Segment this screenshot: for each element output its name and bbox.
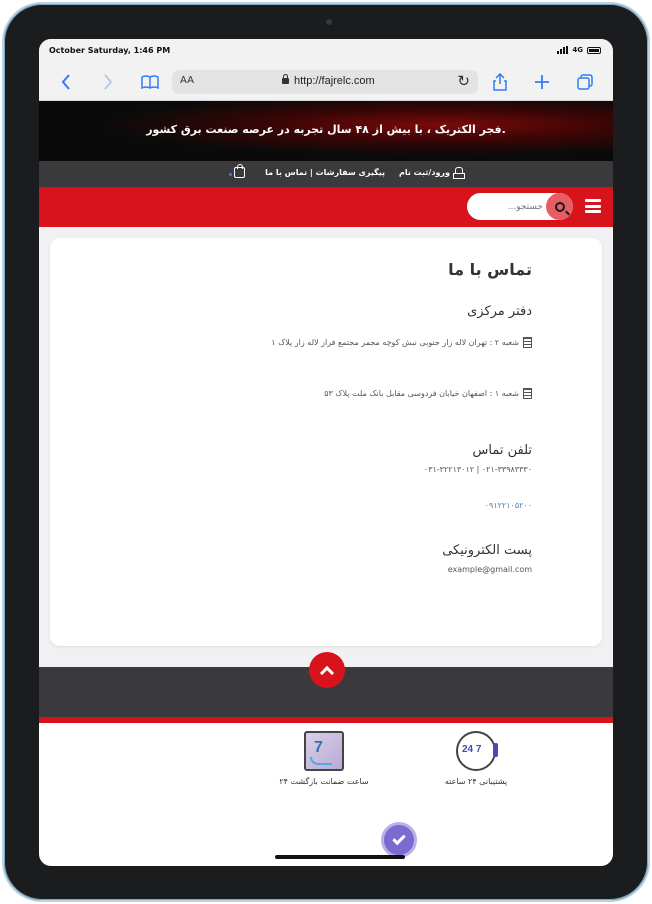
screen (39, 39, 613, 866)
feature-support (431, 731, 521, 786)
tabs-icon[interactable] (574, 71, 596, 93)
page-title: تماس با ما (448, 260, 532, 279)
building-icon (523, 337, 532, 348)
phone-numbers: ۰۲۱-۳۳۹۸۳۳۳۰ | ۰۳۱-۳۲۲۱۳۰۱۲ (423, 465, 532, 474)
banner-text: .فجر الکتریک ، با بیش از ۴۸ سال تجربه در عرصه صنعت برق کشور (146, 123, 506, 136)
status-indicators (557, 46, 601, 54)
shopping-bag-icon (234, 167, 245, 178)
login-label: ورود/ثبت نام (399, 168, 450, 177)
url-text: http://fajrelc.com (294, 75, 375, 87)
nav-links[interactable] (265, 168, 385, 177)
browser-toolbar (39, 63, 613, 101)
phone-heading: تلفن تماس (472, 443, 532, 458)
search-box (467, 193, 573, 220)
search-input[interactable] (473, 198, 543, 215)
status-time: October Saturday, 1:46 PM (49, 46, 171, 55)
search-button[interactable] (546, 193, 573, 220)
network-label: 4G (572, 46, 583, 54)
login-link[interactable] (399, 167, 463, 178)
cart-dot (229, 173, 232, 176)
top-nav-items (234, 167, 463, 178)
nav-links-label: پیگیری سفارشات | تماس با ما (265, 168, 386, 177)
reader-aa-button[interactable]: AA (180, 75, 194, 86)
home-indicator[interactable] (275, 855, 405, 859)
building-icon (523, 388, 532, 399)
top-nav (39, 161, 613, 187)
lock-icon (282, 78, 289, 84)
user-icon (453, 167, 463, 178)
status-bar (39, 39, 613, 63)
check-icon (392, 832, 405, 845)
site-banner (39, 101, 613, 161)
back-icon[interactable] (55, 71, 77, 93)
email-heading: پست الکترونیکی (442, 543, 532, 558)
search-bar-row (39, 187, 613, 227)
menu-icon[interactable] (585, 199, 601, 213)
new-tab-icon[interactable] (531, 71, 553, 93)
chevron-up-icon (320, 665, 334, 679)
cart-button[interactable] (234, 167, 251, 178)
branch-2-text: شعبه ۲ : تهران لاله زار جنوبی نبش کوچه مجمر مجتمع فراز لاله زار پلاک ۱ (271, 338, 519, 347)
branch-1-text: شعبه ۱ : اصفهان خیابان فردوسی مقابل بانک ملت پلاک ۵۳ (324, 389, 519, 398)
support-24-7-icon: 24 7 (456, 731, 496, 771)
contact-card (50, 238, 602, 646)
feature-guarantee (269, 731, 379, 786)
url-bar[interactable] (172, 70, 478, 94)
mobile-number[interactable]: ۰۹۱۲۲۱۰۵۲۰۰ (484, 501, 532, 510)
camera-dot (326, 19, 332, 25)
forward-icon[interactable] (97, 71, 119, 93)
return-box-icon: 7 (304, 731, 344, 771)
scroll-to-top-button[interactable] (309, 652, 345, 688)
email-address[interactable]: example@gmail.com (447, 565, 532, 574)
reload-icon[interactable]: ↻ (457, 72, 470, 90)
office-heading: دفتر مرکزی (467, 304, 532, 319)
share-icon[interactable] (489, 71, 511, 93)
verified-badge-icon (381, 822, 417, 858)
signal-icon (557, 46, 568, 54)
battery-icon (587, 47, 601, 54)
footer-red-line (39, 717, 613, 723)
search-icon (555, 202, 565, 212)
branch-1-address (324, 388, 532, 399)
support-label: پشتیبانی ۲۴ ساعته (444, 777, 508, 786)
guarantee-label: ۲۴ ساعت ضمانت بازگشت (279, 777, 369, 786)
bookmarks-icon[interactable] (139, 71, 161, 93)
branch-2-address (271, 337, 532, 348)
